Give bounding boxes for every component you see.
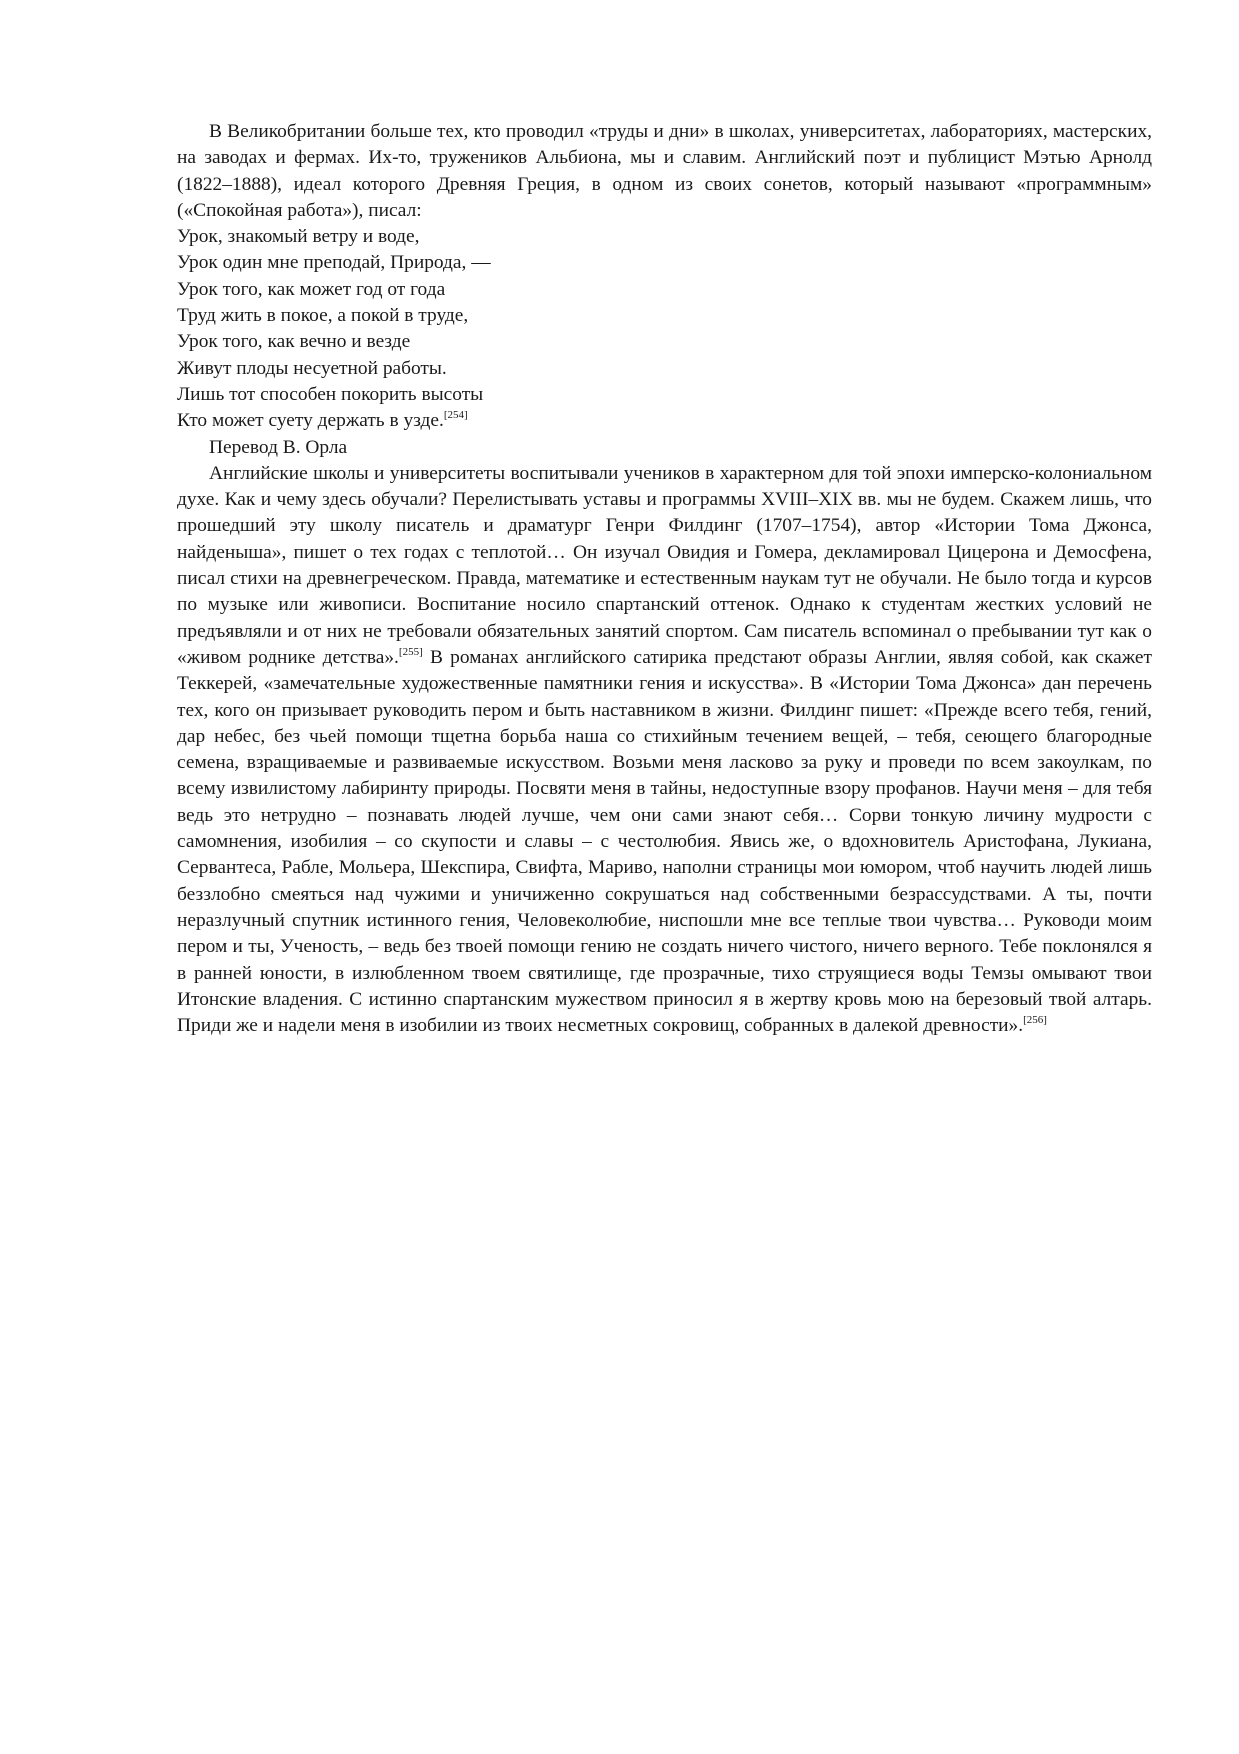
paragraph-schools-text-2: В романах английского сатирика предстают образы Англии, являя собой, как скажет Теккерей, «замечательные художественные памятники гения и искусства». В «Истории Тома Джонса» дан перечень тех, кого он призывает руководить пером и быть наставником в жизни. Филдинг пишет: «Прежде всего тебя, гений, дар небес, без чьей помощи тщетна борьба наша со стихийным течением вещей, – тебя, сеющего благородные семена, взращиваемые и развиваемые искусством. Возьми меня ласково за руку и проведи по всем закоулкам, по всему извилистому лабиринту природы. Посвяти меня в тайны, недоступные взору профанов. Научи меня – для тебя ведь это нетрудно – познавать людей лучше, чем они сами знают себя… Сорви тонкую личину мудрости с самомнения, изобилия – со скупости и славы – с честолюбия. Явись же, о вдохновитель Аристофана, Лукиана, Сервантеса, Рабле, Мольера, Шекспира, Свифта, Мариво, наполни страницы мои юмором, чтоб научить людей лишь беззлобно смеяться над чужими и уничиженно сокрушаться над собственными безрассудствами. А ты, почти неразлучный спутник истинного гения, Человеколюбие, ниспошли мне все теплые твои чувства… Руководи моим пером и ты, Ученость, – ведь без твоей помощи гению не создать ничего чистого, ничего верного. Тебе поклонялся я в ранней юности, в излюбленном твоем святилище, где прозрачные, тихо струящиеся воды Темзы омывают твои Итонские владения. С истинно спартанским мужеством приносил я в жертву кровь мою на березовый твой алтарь. Приди же и надели меня в изобилии из твоих несметных сокровищ, собранных в далекой древности». — [177, 646, 1152, 1037]
poem-line: Урок того, как может год от года — [177, 278, 446, 300]
footnote-ref-256[interactable]: [256] — [1023, 1014, 1047, 1027]
paragraph-schools-text-1: Английские школы и университеты воспитывали учеников в характерном для той эпохи имперско-колониальном духе. Как и чему здесь обучали? Перелистывать уставы и программы XVIII–XIX вв. мы не будем. Скажем лишь, что прошедший эту школу писатель и драматург Генри Филдинг (1707–1754), автор «Истории Тома Джонса, найденыша», пишет о тех годах с теплотой… Он изучал Овидия и Гомера, декламировал Цицерона и Демосфена, писал стихи на древнегреческом. Правда, математике и естественным наукам тут не обучали. Не было тогда и курсов по музыке или живописи. Воспитание носило спартанский оттенок. Однако к студентам жестких условий не предъявляли и от них не требовали обязательных занятий спортом. Сам писатель вспоминал о пребывании тут как о «живом роднике детства». — [177, 462, 1152, 668]
poem-line: Труд жить в покое, а покой в труде, — [177, 305, 469, 327]
poem-line: Лишь тот способен покорить высоты — [177, 383, 484, 405]
footnote-ref-255[interactable]: [255] — [398, 645, 423, 658]
poem-line-text: Кто может суету держать в узде. — [177, 410, 444, 432]
poem-line-last — [177, 408, 1152, 434]
document-page — [177, 119, 1152, 1039]
poem-line: Живут плоды несуетной работы. — [177, 357, 447, 379]
paragraph-intro-text: В Великобритании больше тех, кто проводил «труды и дни» в школах, университетах, лабораториях, мастерских, на заводах и фермах. Их-то, тружеников Альбиона, мы и славим. Английский поэт и публицист Мэтью Арнолд (1822–1888), идеал которого Древняя Греция, в одном из своих сонетов, который называют «программным» («Спокойная работа»), писал: — [177, 121, 1152, 221]
paragraph-intro — [177, 119, 1152, 224]
poem-translator: Перевод В. Орла — [209, 436, 348, 458]
footnote-ref-254[interactable]: [254] — [443, 409, 468, 422]
poem-line: Урок, знакомый ветру и воде, — [177, 226, 420, 248]
poem — [177, 224, 1152, 461]
poem-line: Урок того, как вечно и везде — [177, 331, 411, 353]
poem-line: Урок один мне преподай, Природа, — — [177, 252, 491, 274]
paragraph-schools — [177, 461, 1152, 1040]
